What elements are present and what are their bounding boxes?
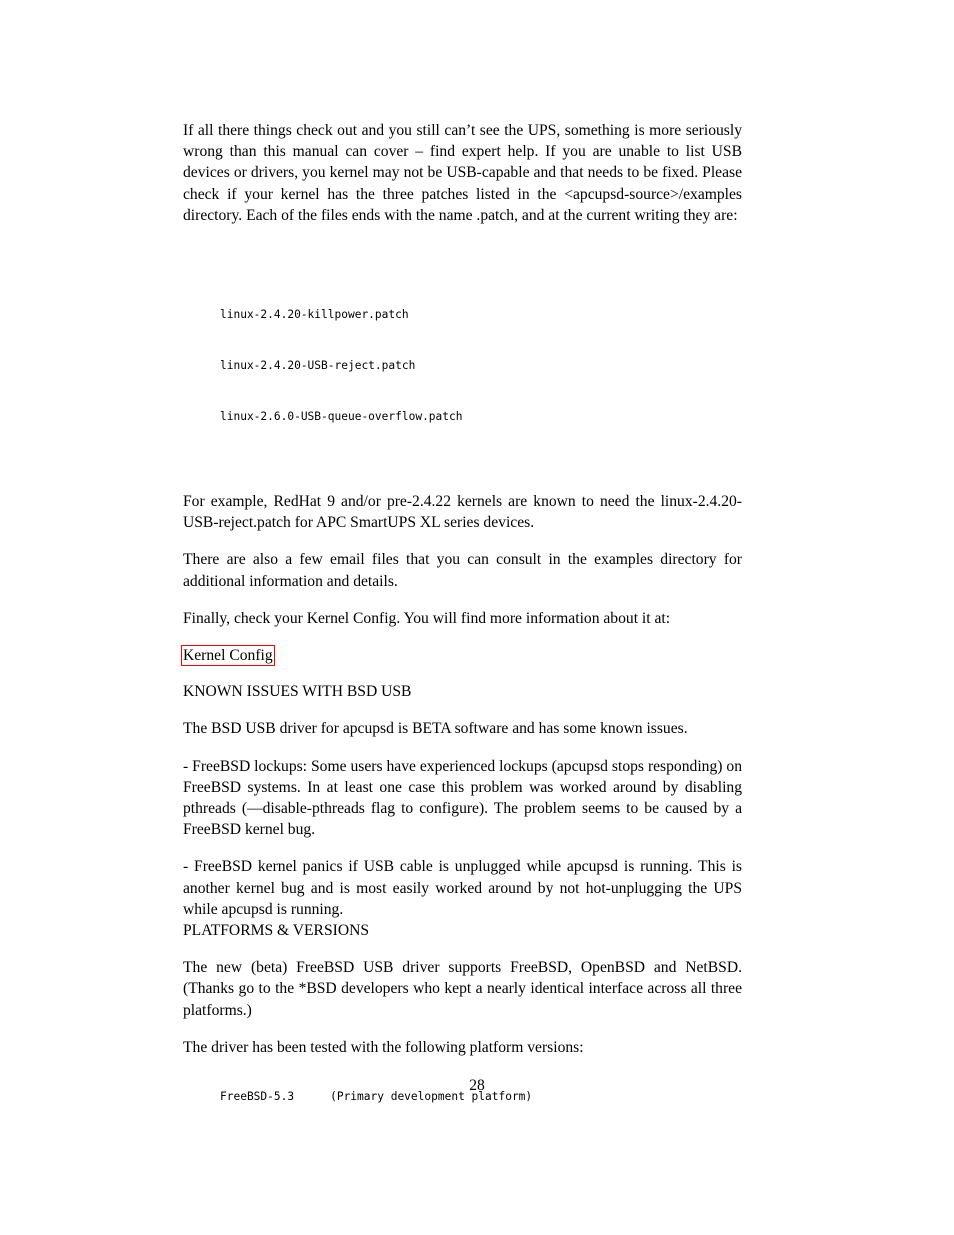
paragraph-freebsd-panics: - FreeBSD kernel panics if USB cable is unplugged while apcupsd is running. This is another kernel bug and is most easily worked around by not hot-unplugging the UPS while apcupsd is running. bbox=[183, 858, 742, 918]
paragraph-new-driver: The new (beta) FreeBSD USB driver supports FreeBSD, OpenBSD and NetBSD. (Thanks go to the *BSD developers who kept a nearly identical interface across all three platforms.) bbox=[183, 959, 742, 1019]
page-number: 28 bbox=[469, 1077, 485, 1094]
paragraph-ups-check: If all there things check out and you still can’t see the UPS, something is more seriously wrong than this manual can cover – find expert help. If you are unable to list USB devices or drivers, you kernel may not be USB-capable and that needs to be fixed. Please check if your kernel has the three patches listed in the <apcupsd-source>/examples directory. Each of the files ends with the name .patch, and at the current writing they are: bbox=[183, 122, 742, 224]
kernel-config-link-line bbox=[183, 645, 742, 666]
heading-platforms: PLATFORMS & VERSIONS bbox=[183, 922, 370, 940]
paragraph-kernel-config: Finally, check your Kernel Config. You will find more information about it at: bbox=[183, 609, 671, 627]
platform-name: FreeBSD-5.3 bbox=[220, 1090, 295, 1104]
platform-note: (Primary development platform) bbox=[330, 1090, 533, 1104]
kernel-config-link[interactable]: Kernel Config bbox=[183, 647, 273, 665]
patch-item: linux-2.4.20-killpower.patch bbox=[220, 308, 409, 322]
paragraph-freebsd-lockups: - FreeBSD lockups: Some users have experienced lockups (apcupsd stops responding) on FreeBSD systems. In at least one case this problem was worked around by disabling pthreads (—disable-pthreads flag to configure). The problem seems to be caused by a FreeBSD kernel bug. bbox=[183, 757, 742, 839]
paragraph-redhat-example: For example, RedHat 9 and/or pre-2.4.22 kernels are known to need the linux-2.4.20-USB-reject.patch for APC SmartUPS XL series devices. bbox=[183, 493, 742, 532]
patch-item: linux-2.6.0-USB-queue-overflow.patch bbox=[220, 410, 463, 424]
document-page bbox=[183, 120, 742, 1105]
heading-known-issues: KNOWN ISSUES WITH BSD USB bbox=[183, 683, 412, 701]
paragraph-email-files: There are also a few email files that you can consult in the examples directory for additional information and details. bbox=[183, 551, 742, 590]
patch-item: linux-2.4.20-USB-reject.patch bbox=[220, 359, 416, 373]
paragraph-bsd-beta: The BSD USB driver for apcupsd is BETA software and has some known issues. bbox=[183, 720, 688, 738]
patch-list bbox=[220, 272, 742, 459]
paragraph-tested-platforms: The driver has been tested with the following platform versions: bbox=[183, 1038, 584, 1056]
